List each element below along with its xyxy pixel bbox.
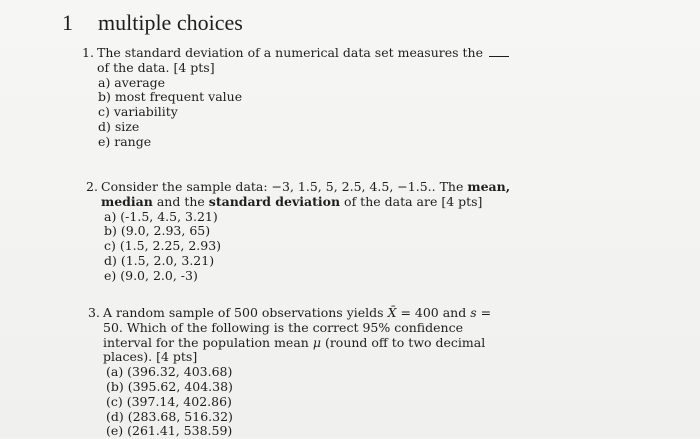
option-d[interactable]: d) size <box>98 118 140 134</box>
question-1 <box>82 46 522 150</box>
section-title: multiple choices <box>98 10 243 35</box>
section-heading <box>62 10 243 36</box>
option-c[interactable]: (c) (397.14, 402.86) <box>106 393 232 409</box>
question-number: 2. <box>86 179 98 194</box>
option-a[interactable]: (a) (396.32, 403.68) <box>106 364 233 380</box>
question-text: Consider the sample data: −3, 1.5, 5, 2.5, 4.5, −1.5.. The mean, median and the standard deviation of the data are [4 pts] <box>101 179 511 209</box>
answer-blank <box>489 48 509 57</box>
option-b[interactable]: b) (9.0, 2.93, 65) <box>104 223 211 239</box>
options-list <box>86 210 526 284</box>
question-number: 3. <box>88 305 100 320</box>
option-d[interactable]: d) (1.5, 2.0, 3.21) <box>104 252 215 268</box>
option-e[interactable]: e) range <box>98 133 152 149</box>
option-e[interactable]: (e) (261.41, 538.59) <box>106 423 233 439</box>
options-list <box>88 365 508 439</box>
sample-mean-symbol: X̄ <box>387 305 397 320</box>
option-b[interactable]: (b) (395.62, 404.38) <box>106 378 233 394</box>
option-a[interactable]: a) average <box>98 74 166 90</box>
section-number: 1 <box>62 10 73 35</box>
option-d[interactable]: (d) (283.68, 516.32) <box>106 408 233 424</box>
option-c[interactable]: c) (1.5, 2.25, 2.93) <box>104 238 222 254</box>
question-3 <box>88 306 508 439</box>
option-b[interactable]: b) most frequent value <box>98 89 243 105</box>
option-e[interactable]: e) (9.0, 2.0, -3) <box>104 267 198 283</box>
std-dev-symbol: s <box>470 305 477 320</box>
question-text: The standard deviation of a numerical data set measures the of the data. [4 pts] <box>97 46 522 76</box>
question-number: 1. <box>82 45 94 60</box>
question-2 <box>86 180 526 284</box>
mu-symbol: μ <box>312 334 321 350</box>
options-list <box>82 76 522 150</box>
option-c[interactable]: c) variability <box>98 104 178 120</box>
option-a[interactable]: a) (-1.5, 4.5, 3.21) <box>104 208 218 224</box>
question-text: A random sample of 500 observations yields X̄ = 400 and s = 50. Which of the following is the correct 95% confidence interval for the population mean μ (round off to two decimal places). [4 pts] <box>103 305 492 365</box>
